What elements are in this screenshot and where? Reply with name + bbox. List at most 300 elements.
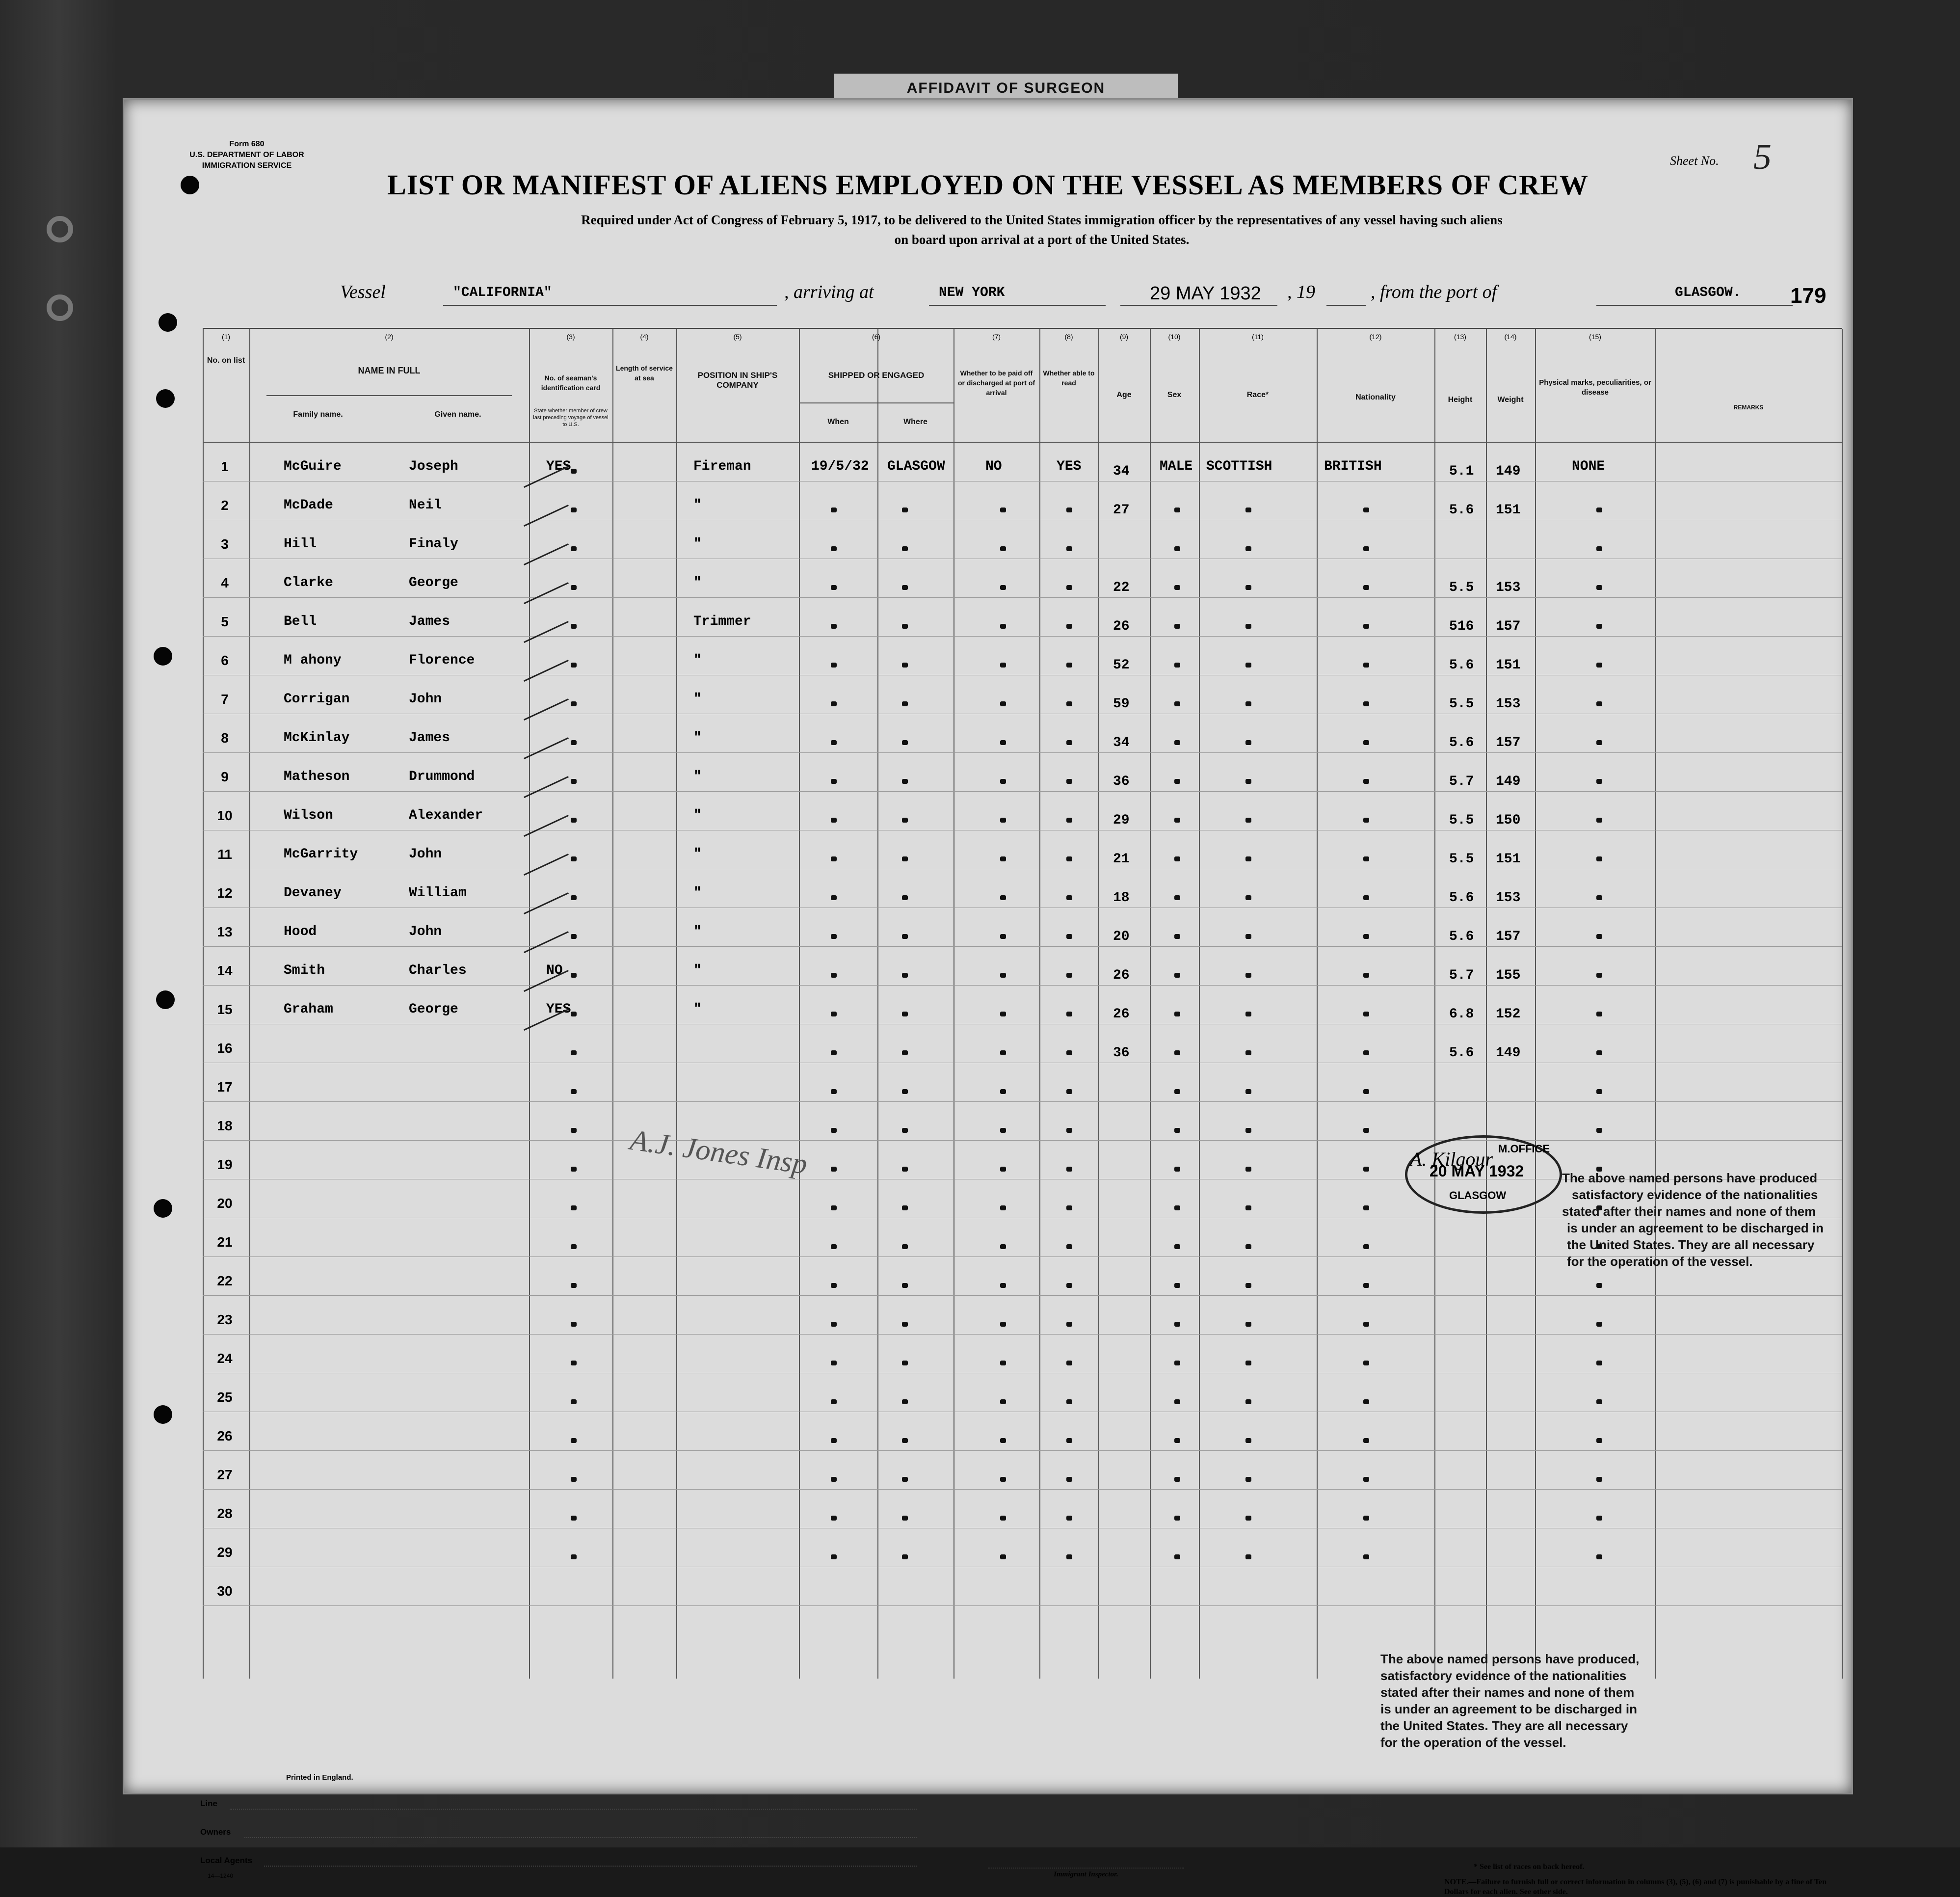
ditto-mark	[1245, 1089, 1251, 1094]
col-7-header: Whether to be paid off or discharged at port of arrival	[957, 369, 1035, 397]
shipped-where-cell: GLASGOW	[887, 459, 945, 474]
position-cell: "	[693, 498, 702, 513]
ditto-mark	[1066, 1128, 1072, 1133]
ditto-mark	[1174, 1012, 1180, 1016]
ditto-mark	[1066, 895, 1072, 900]
ditto-mark	[1245, 856, 1251, 861]
punch-hole	[159, 313, 177, 332]
ditto-mark	[902, 1361, 908, 1365]
row-rule	[203, 1140, 1842, 1141]
ditto-mark	[1000, 818, 1006, 823]
ditto-mark	[902, 779, 908, 784]
ditto-mark	[831, 663, 837, 668]
row-number: 23	[217, 1312, 233, 1327]
local-agents-label: Local Agents	[200, 1856, 253, 1865]
family-name-cell: Smith	[284, 963, 325, 978]
header-bottom-rule	[203, 442, 1842, 443]
name-divider	[266, 395, 512, 396]
col-6-number: (6)	[872, 333, 881, 341]
ditto-mark	[1596, 779, 1602, 784]
ditto-mark	[1000, 1516, 1006, 1521]
owners-fill	[244, 1837, 917, 1838]
subtitle-line-1: Required under Act of Congress of February 5, 1917, to be delivered to the United States immigration officer by the representatives of any vessel having such aliens	[581, 213, 1503, 227]
ditto-mark	[902, 1477, 908, 1482]
col-8-number: (8)	[1064, 333, 1073, 341]
row-number: 11	[217, 847, 232, 862]
form-identifier	[183, 139, 311, 171]
height-cell: 5.6	[1449, 890, 1474, 906]
ditto-mark	[1066, 934, 1072, 939]
row-number: 22	[217, 1273, 233, 1288]
ditto-mark	[1000, 1244, 1006, 1249]
column-rule	[676, 329, 677, 1679]
row-rule	[203, 1450, 1842, 1451]
ditto-mark	[571, 934, 577, 939]
col-6-header: SHIPPED OR ENGAGED	[828, 371, 925, 380]
ditto-mark	[1000, 779, 1006, 784]
row-number: 17	[217, 1079, 233, 1095]
col-3-subheader: State whether member of crew last preceding voyage of vessel to U.S.	[533, 408, 609, 427]
ditto-mark	[1596, 1438, 1602, 1443]
family-name-cell: Matheson	[284, 769, 350, 784]
ditto-mark	[1245, 1167, 1251, 1172]
ditto-mark	[831, 1361, 837, 1365]
row-rule	[203, 597, 1842, 598]
ditto-mark	[1245, 973, 1251, 978]
ditto-mark	[1066, 1089, 1072, 1094]
ditto-mark	[1245, 1399, 1251, 1404]
height-cell: 5.5	[1449, 852, 1474, 867]
ditto-mark	[1000, 934, 1006, 939]
ditto-mark	[1174, 1205, 1180, 1210]
ditto-mark	[1363, 1399, 1369, 1404]
ditto-mark	[1000, 895, 1006, 900]
ditto-mark	[831, 740, 837, 745]
ditto-mark	[1363, 895, 1369, 900]
col-1-header: No. on list	[207, 356, 245, 365]
ditto-mark	[902, 934, 908, 939]
ditto-mark	[571, 624, 577, 629]
col-15-header: Physical marks, peculiarities, or disease	[1539, 378, 1651, 397]
col-5-header: POSITION IN SHIP'S COMPANY	[697, 371, 778, 390]
ditto-mark	[571, 1128, 577, 1133]
check-mark	[524, 776, 569, 798]
ditto-mark	[1245, 1322, 1251, 1327]
from-port-value: GLASGOW.	[1675, 285, 1741, 300]
stamp-office-text: M.OFFICE	[1498, 1143, 1550, 1155]
ditto-mark	[831, 1516, 837, 1521]
ditto-mark	[1066, 1283, 1072, 1288]
ditto-mark	[831, 1477, 837, 1482]
ditto-mark	[831, 1167, 837, 1172]
ditto-mark	[1363, 585, 1369, 590]
check-mark	[524, 815, 569, 837]
ditto-mark	[1000, 1012, 1006, 1016]
given-name-cell: George	[409, 1002, 458, 1017]
ditto-mark	[1174, 1399, 1180, 1404]
col-12-number: (12)	[1369, 333, 1382, 341]
col-14-header: Weight	[1497, 396, 1524, 404]
ditto-mark	[571, 1438, 577, 1443]
column-rule	[1199, 329, 1200, 1679]
row-number: 3	[221, 536, 229, 552]
weight-cell: 153	[1496, 890, 1521, 906]
ditto-mark	[1066, 624, 1072, 629]
age-cell: 34	[1113, 464, 1130, 479]
ditto-mark	[1596, 818, 1602, 823]
col-1-number: (1)	[221, 333, 231, 341]
ditto-mark	[1363, 1322, 1369, 1327]
ditto-mark	[1245, 624, 1251, 629]
row-rule	[203, 1489, 1842, 1490]
col-8-header: Whether able to read	[1043, 369, 1095, 387]
row-number: 19	[217, 1157, 233, 1172]
ditto-mark	[571, 508, 577, 512]
ditto-mark	[1363, 973, 1369, 978]
family-name-header: Family name.	[293, 410, 343, 419]
height-cell: 5.1	[1449, 464, 1474, 479]
age-cell: 36	[1113, 1045, 1130, 1061]
ditto-mark	[1174, 1167, 1180, 1172]
ditto-mark	[571, 469, 577, 474]
age-cell: 36	[1113, 774, 1130, 789]
line-fill	[230, 1809, 917, 1810]
ditto-mark	[1000, 546, 1006, 551]
ditto-mark	[1596, 1399, 1602, 1404]
ditto-mark	[1174, 1322, 1180, 1327]
from-port-label: , from the port of	[1371, 282, 1497, 302]
statement-lower-line: is under an agreement to be discharged in	[1380, 1702, 1638, 1716]
ditto-mark	[1174, 1089, 1180, 1094]
ditto-mark	[1174, 856, 1180, 861]
ditto-mark	[831, 934, 837, 939]
col-3-header: No. of seaman's identification card	[541, 374, 601, 392]
ditto-mark	[831, 1128, 837, 1133]
ditto-mark	[1174, 740, 1180, 745]
column-rule	[799, 329, 800, 1679]
ditto-mark	[571, 818, 577, 823]
row-rule	[203, 1605, 1842, 1606]
position-cell: "	[693, 575, 702, 590]
family-name-cell: McDade	[284, 498, 333, 513]
column-rule	[1317, 329, 1318, 1679]
ditto-mark	[1000, 701, 1006, 706]
ditto-mark	[1363, 1244, 1369, 1249]
ditto-mark	[1000, 1128, 1006, 1133]
ditto-mark	[1066, 701, 1072, 706]
ditto-mark	[1596, 1050, 1602, 1055]
shipped-when-cell: 19/5/32	[811, 459, 869, 474]
column-rule	[1842, 329, 1843, 1679]
given-name-cell: George	[409, 575, 458, 590]
line-label: Line	[200, 1799, 217, 1808]
ditto-mark	[1174, 585, 1180, 590]
ditto-mark	[571, 1361, 577, 1365]
ditto-mark	[1245, 1205, 1251, 1210]
height-cell: 5.6	[1449, 735, 1474, 750]
weight-cell: 157	[1496, 619, 1521, 634]
ditto-mark	[902, 624, 908, 629]
ditto-mark	[1174, 701, 1180, 706]
ditto-mark	[1363, 546, 1369, 551]
height-cell: 5.6	[1449, 929, 1474, 944]
row-rule	[203, 946, 1842, 947]
ditto-mark	[1596, 856, 1602, 861]
ditto-mark	[1000, 740, 1006, 745]
given-name-cell: John	[409, 924, 442, 939]
binder-ring-hole	[47, 216, 73, 242]
ditto-mark	[1363, 1012, 1369, 1016]
ditto-mark	[1066, 1438, 1072, 1443]
height-cell: 5.6	[1449, 1045, 1474, 1061]
ditto-mark	[1000, 1438, 1006, 1443]
ditto-mark	[1596, 624, 1602, 629]
weight-cell: 151	[1496, 503, 1521, 518]
family-name-cell: Clarke	[284, 575, 333, 590]
ditto-mark	[902, 1438, 908, 1443]
ditto-mark	[571, 740, 577, 745]
ditto-mark	[902, 1089, 908, 1094]
row-number: 13	[217, 924, 233, 939]
row-number: 25	[217, 1389, 233, 1405]
ditto-mark	[571, 1477, 577, 1482]
height-cell: 5.5	[1449, 813, 1474, 828]
statement-upper-line: the United States. They are all necessary	[1567, 1237, 1815, 1252]
column-rule	[1098, 329, 1099, 1679]
statement-upper-line: is under an agreement to be discharged in	[1567, 1221, 1824, 1235]
ditto-mark	[1174, 818, 1180, 823]
ditto-mark	[1245, 895, 1251, 900]
ditto-mark	[1066, 1244, 1072, 1249]
family-name-cell: McKinlay	[284, 730, 350, 746]
statement-upper-line: The above named persons have produced	[1562, 1171, 1818, 1185]
weight-cell: 149	[1496, 774, 1521, 789]
col-4-number: (4)	[640, 333, 649, 341]
ditto-mark	[571, 1244, 577, 1249]
ditto-mark	[571, 1089, 577, 1094]
given-name-cell: Charles	[409, 963, 467, 978]
immigrant-inspector-label: Immigrant Inspector.	[988, 1868, 1184, 1879]
ditto-mark	[1066, 663, 1072, 668]
ditto-mark	[831, 779, 837, 784]
row-rule	[203, 636, 1842, 637]
row-number: 2	[221, 498, 229, 513]
punch-hole	[154, 1405, 172, 1424]
ditto-mark	[831, 973, 837, 978]
ditto-mark	[831, 1554, 837, 1559]
ditto-mark	[571, 779, 577, 784]
ditto-mark	[1000, 1477, 1006, 1482]
statement-upper-line: for the operation of the vessel.	[1567, 1254, 1753, 1269]
ditto-mark	[1174, 1554, 1180, 1559]
weight-cell: 149	[1496, 1045, 1521, 1061]
age-cell: 21	[1113, 852, 1130, 867]
ditto-mark	[1596, 1516, 1602, 1521]
weight-cell: 151	[1496, 852, 1521, 867]
weight-cell: 150	[1496, 813, 1521, 828]
ditto-mark	[1596, 740, 1602, 745]
check-mark	[524, 854, 569, 876]
stamp-port-text: GLASGOW	[1449, 1189, 1507, 1202]
ditto-mark	[1363, 1205, 1369, 1210]
column-rule	[612, 329, 613, 1679]
ditto-mark	[1596, 1089, 1602, 1094]
ditto-mark	[1174, 1283, 1180, 1288]
binder-ring-hole	[47, 294, 73, 321]
agents-fill	[264, 1866, 917, 1867]
vessel-line	[340, 281, 1861, 311]
column-rule	[249, 329, 250, 1679]
ditto-mark	[831, 1283, 837, 1288]
ditto-mark	[831, 895, 837, 900]
age-cell: 27	[1113, 503, 1130, 518]
ditto-mark	[1000, 1205, 1006, 1210]
height-cell: 5.7	[1449, 774, 1474, 789]
ditto-mark	[1363, 1089, 1369, 1094]
weight-cell: 153	[1496, 696, 1521, 712]
ditto-mark	[1174, 624, 1180, 629]
col-10-number: (10)	[1168, 333, 1181, 341]
ditto-mark	[831, 624, 837, 629]
family-name-cell: Bell	[284, 614, 317, 629]
position-cell: "	[693, 808, 702, 823]
form-number: Form 680	[229, 140, 265, 148]
check-mark	[524, 660, 569, 682]
weight-cell: 155	[1496, 968, 1521, 983]
position-cell: "	[693, 1002, 702, 1017]
ditto-mark	[1596, 1361, 1602, 1365]
ditto-mark	[1066, 1399, 1072, 1404]
ditto-mark	[1363, 934, 1369, 939]
ditto-mark	[902, 1554, 908, 1559]
ditto-mark	[831, 1322, 837, 1327]
nationality-cell: BRITISH	[1324, 459, 1382, 474]
ditto-mark	[1363, 1477, 1369, 1482]
ditto-mark	[571, 895, 577, 900]
position-cell: "	[693, 536, 702, 552]
ditto-mark	[571, 1012, 577, 1016]
family-name-cell: Hood	[284, 924, 317, 939]
ditto-mark	[1066, 508, 1072, 512]
able-to-read-cell: YES	[1057, 459, 1082, 474]
ditto-mark	[1245, 546, 1251, 551]
ditto-mark	[1066, 1205, 1072, 1210]
ditto-mark	[1363, 663, 1369, 668]
age-cell: 29	[1113, 813, 1130, 828]
punch-hole	[156, 990, 175, 1009]
ditto-mark	[1596, 1477, 1602, 1482]
row-number: 28	[217, 1506, 233, 1521]
weight-cell: 149	[1496, 464, 1521, 479]
id-card-cell: NO	[546, 963, 563, 978]
document-subtitle	[330, 210, 1753, 249]
ditto-mark	[902, 895, 908, 900]
ditto-mark	[1000, 1554, 1006, 1559]
ditto-mark	[571, 1167, 577, 1172]
col-13-number: (13)	[1454, 333, 1466, 341]
height-cell: 5.5	[1449, 580, 1474, 595]
ditto-mark	[831, 1012, 837, 1016]
check-mark	[524, 737, 569, 759]
col-11-number: (11)	[1252, 333, 1264, 341]
row-number: 9	[221, 769, 229, 784]
ditto-mark	[1174, 934, 1180, 939]
ditto-mark	[1245, 1283, 1251, 1288]
ditto-mark	[902, 1205, 908, 1210]
ditto-mark	[831, 1050, 837, 1055]
ditto-mark	[902, 1244, 908, 1249]
col-13-header: Height	[1448, 396, 1473, 404]
family-name-cell: M ahony	[284, 653, 342, 668]
form-department: U.S. DEPARTMENT OF LABOR	[189, 151, 304, 159]
ditto-mark	[1245, 740, 1251, 745]
given-name-cell: Finaly	[409, 536, 458, 552]
ditto-mark	[1000, 1167, 1006, 1172]
ditto-mark	[1066, 1516, 1072, 1521]
ditto-mark	[1174, 1477, 1180, 1482]
ditto-mark	[902, 585, 908, 590]
given-name-cell: Joseph	[409, 459, 458, 474]
position-cell: "	[693, 885, 702, 901]
ditto-mark	[1596, 895, 1602, 900]
column-rule	[877, 329, 878, 1679]
from-fill-line	[1596, 305, 1793, 306]
statement-upper	[1415, 1170, 1824, 1270]
age-cell: 18	[1113, 890, 1130, 906]
col-9-header: Age	[1116, 391, 1132, 399]
year-label: , 19	[1287, 282, 1315, 302]
ditto-mark	[1596, 973, 1602, 978]
ditto-mark	[902, 1167, 908, 1172]
ditto-mark	[1363, 1167, 1369, 1172]
manifest-sheet	[123, 98, 1853, 1896]
ditto-mark	[902, 663, 908, 668]
ditto-mark	[571, 1554, 577, 1559]
ditto-mark	[1245, 1361, 1251, 1365]
ditto-mark	[902, 1012, 908, 1016]
row-rule	[203, 985, 1842, 986]
ditto-mark	[1363, 1128, 1369, 1133]
date-fill-line	[1120, 305, 1277, 306]
ditto-mark	[571, 1516, 577, 1521]
ditto-mark	[902, 1399, 908, 1404]
ditto-mark	[1363, 1516, 1369, 1521]
column-rule	[1535, 329, 1536, 1679]
ditto-mark	[1363, 1050, 1369, 1055]
punch-hole	[154, 647, 172, 666]
fine-note: NOTE.—Failure to furnish full or correct information in columns (3), (5), (6) and (7) is punishable by a fine of Ten Dollars for each alien. See other side.	[1444, 1878, 1827, 1896]
ditto-mark	[1596, 1012, 1602, 1016]
row-number: 7	[221, 692, 229, 707]
age-cell: 20	[1113, 929, 1130, 944]
position-cell: "	[693, 924, 702, 939]
row-number: 10	[217, 808, 233, 823]
ditto-mark	[1000, 585, 1006, 590]
ditto-mark	[902, 546, 908, 551]
ditto-mark	[1245, 663, 1251, 668]
id-card-cell: YES	[546, 1002, 571, 1017]
ditto-mark	[1000, 1361, 1006, 1365]
row-number: 14	[217, 963, 233, 978]
position-cell: "	[693, 963, 702, 978]
ditto-mark	[571, 973, 577, 978]
age-cell: 26	[1113, 1007, 1130, 1022]
height-cell: 5.6	[1449, 503, 1474, 518]
ditto-mark	[1000, 856, 1006, 861]
ditto-mark	[1596, 1283, 1602, 1288]
ditto-mark	[902, 1050, 908, 1055]
given-name-cell: Neil	[409, 498, 442, 513]
